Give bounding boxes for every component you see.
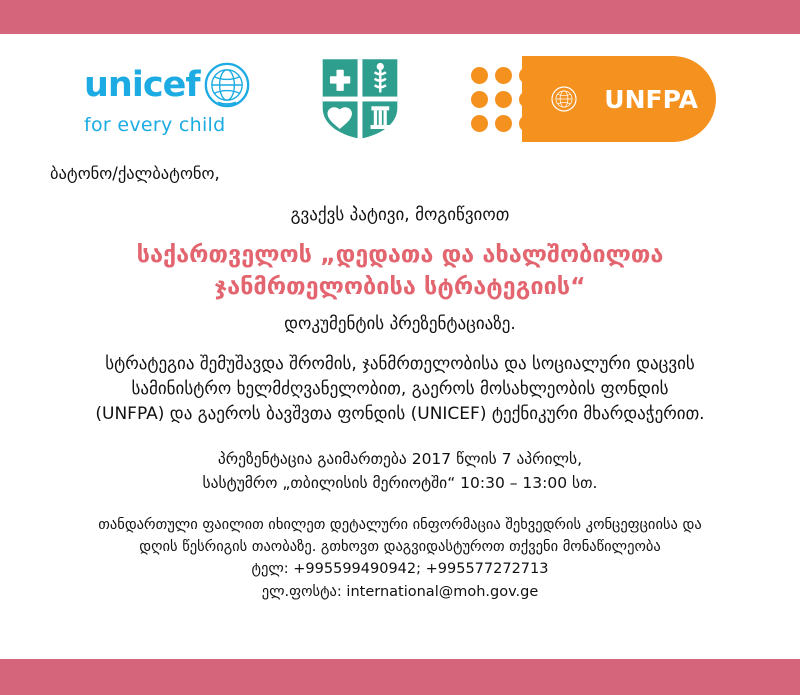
body-line-2: სამინისტრო ხელმძღვანელობით, გაეროს მოსახლეობის ფონდის bbox=[131, 379, 669, 400]
event-details bbox=[38, 448, 762, 495]
phone-numbers: +995599490942; +995577272713 bbox=[293, 561, 549, 578]
unfpa-wordmark: UNFPA bbox=[604, 84, 698, 114]
invitation-body bbox=[0, 34, 800, 659]
ministry-shield-icon bbox=[319, 56, 401, 142]
bottom-color-band bbox=[0, 659, 800, 695]
logo-row bbox=[38, 34, 762, 148]
un-globe-icon bbox=[204, 62, 250, 108]
unfpa-logo bbox=[471, 56, 716, 142]
document-title-line-1: საქართველოს „დედათა და ახალშობილთა bbox=[136, 240, 664, 268]
email-row bbox=[38, 581, 762, 603]
unicef-tagline: for every child bbox=[84, 114, 226, 136]
event-venue-time: სასტუმრო „თბილისის მერიოტში“ 10:30 – 13:00 სთ. bbox=[202, 473, 598, 492]
lead-text: გვაქვს პატივი, მოგიწვიოთ bbox=[290, 205, 510, 225]
footer-line-1: თანდართული ფაილით იხილეთ დეტალური ინფორმაცია შეხვედრის კონცეფციისა და bbox=[98, 516, 702, 533]
unfpa-badge bbox=[522, 56, 716, 142]
email-address[interactable]: international@moh.gov.ge bbox=[346, 583, 539, 600]
event-date: პრეზენტაცია გაიმართება 2017 წლის 7 აპრილს, bbox=[217, 450, 583, 469]
body-line-3: (UNFPA) და გაეროს ბავშვთა ფონდის (UNICEF) ტექნიკური მხარდაჭერით. bbox=[95, 403, 705, 424]
body-line-1: სტრატეგია შემუშავდა შრომის, ჯანმრთელობისა და სოციალური დაცვის bbox=[105, 354, 695, 375]
top-color-band bbox=[0, 0, 800, 34]
footer-note bbox=[38, 515, 762, 559]
contact-block bbox=[38, 558, 762, 603]
salutation: ბატონო/ქალბატონო, bbox=[50, 164, 220, 183]
ministry-of-health-logo bbox=[319, 56, 401, 142]
unicef-wordmark: unicef bbox=[84, 64, 200, 105]
body-paragraph bbox=[38, 352, 762, 426]
footer-line-2: დღის წესრიგის თაობაზე. გთხოვთ დაგვიდასტუროთ თქვენი მონაწილეობა bbox=[139, 538, 661, 555]
unicef-logo bbox=[84, 62, 250, 136]
document-subtitle: დოკუმენტის პრეზენტაციაზე. bbox=[284, 314, 516, 335]
document-title-line-2: ჯანმრთელობისა სტრატეგიის“ bbox=[214, 271, 586, 300]
phone-label: ტელ: bbox=[251, 561, 289, 578]
email-label: ელ.ფოსტა: bbox=[261, 583, 342, 600]
un-emblem-icon bbox=[522, 56, 608, 142]
phone-row bbox=[38, 558, 762, 580]
document-title bbox=[38, 239, 762, 302]
